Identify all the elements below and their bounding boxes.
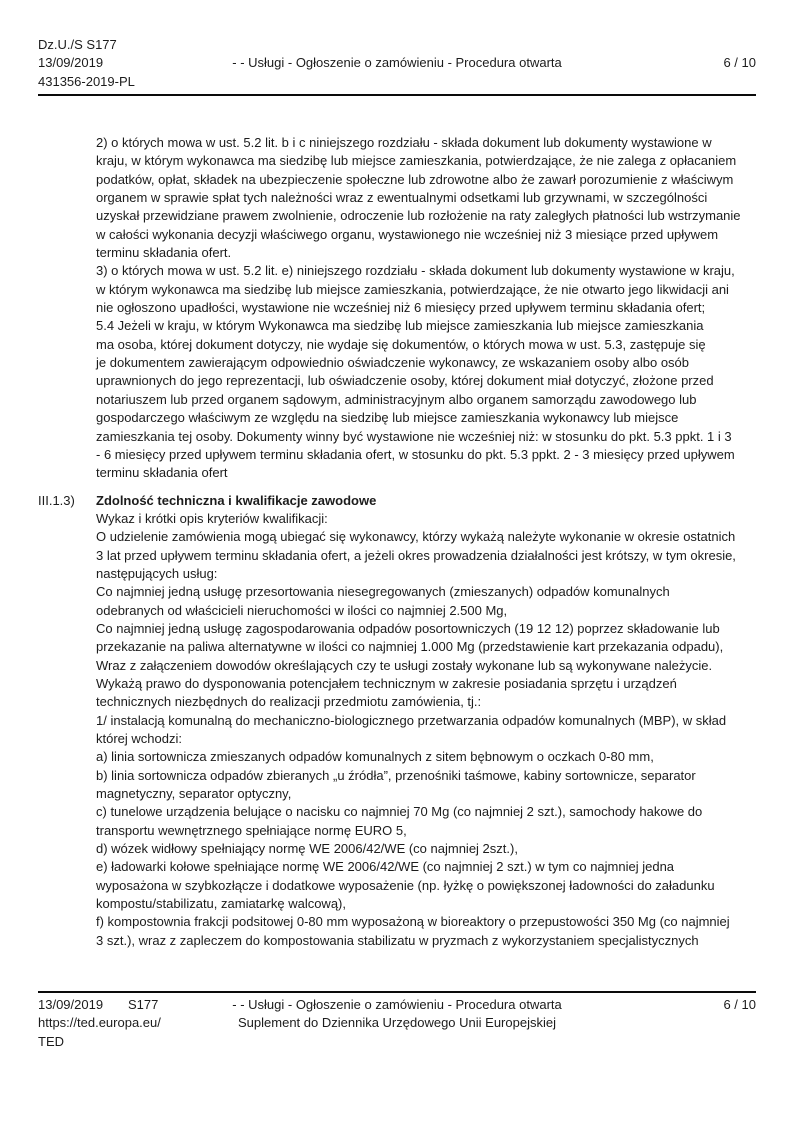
text-line: Wykażą prawo do dysponowania potencjałem technicznym w zakresie posiadania sprzętu i urządzeń bbox=[96, 675, 677, 691]
header-page-number: 6 / 10 bbox=[723, 55, 756, 71]
text-line: której wchodzi: bbox=[96, 731, 182, 746]
text-line: magnetyczny, separator optyczny, bbox=[96, 786, 292, 802]
text-line: 3 lat przed upływem terminu składania ofert, a jeżeli okres prowadzenia działalności jest krótszy, w tym okresie, bbox=[96, 547, 736, 563]
footer-title: - - Usługi - Ogłoszenie o zamówieniu - Procedura otwarta bbox=[232, 997, 562, 1012]
text-line: ma osoba, której dokument dotyczy, nie wydaje się dokumentów, o których mowa w ust. 5.3, zastępuje się bbox=[96, 336, 706, 352]
text-line: Wraz z załączeniem dowodów określających czy te usługi zostały wykonane lub są wykonywane należycie. bbox=[96, 657, 713, 673]
ted-url-link-continuation[interactable]: TED bbox=[38, 1033, 64, 1049]
text-line: je dokumentem zawierającym odpowiednio oświadczenie wykonawcy, ze wskazaniem osoby albo osób bbox=[96, 355, 690, 371]
text-line: terminu składania ofert bbox=[96, 465, 228, 481]
ted-url-link[interactable]: https://ted.europa.eu/ bbox=[38, 1015, 161, 1031]
text-line: organem w sprawie spłat tych należności wraz z ewentualnymi odsetkami lub grzywnami, w szczególności bbox=[96, 190, 708, 206]
continuation-paragraph bbox=[96, 134, 758, 483]
text-line: odebranych od właścicieli nieruchomości w ilości co najmniej 2.500 Mg, bbox=[96, 602, 508, 618]
footer-divider bbox=[38, 991, 756, 993]
text-line: e) ładowarki kołowe spełniające normę WE 2006/42/WE (co najmniej 2 szt.) w tym co najmniej jedna bbox=[96, 859, 675, 875]
text-line: w całości wykonania decyzji właściwego organu, wystawionego nie wcześniej niż 3 miesiące przed upływem bbox=[96, 226, 719, 242]
text-line: kraju, w którym wykonawca ma siedzibę lub miejsce zamieszkania, potwierdzające, że nie zalega z opłacaniem bbox=[96, 153, 737, 169]
section-number: III.1.3) bbox=[38, 492, 75, 508]
text-line: kompostu/stabilizatu, zamiatarkę walcową), bbox=[96, 896, 346, 912]
text-line: d) wózek widłowy spełniający normę WE 2006/42/WE (co najmniej 2szt.), bbox=[96, 841, 518, 857]
section-title: Zdolność techniczna i kwalifikacje zawodowe bbox=[96, 492, 377, 508]
page-footer bbox=[38, 996, 756, 1051]
footer-row-3 bbox=[38, 1033, 756, 1051]
section-III-1-3 bbox=[38, 492, 758, 951]
text-line: 3) o których mowa w ust. 5.2 lit. e) niniejszego rozdziału - składa dokument lub dokumenty wystawione w kraju, bbox=[96, 263, 735, 279]
text-line: technicznych niezbędnych do realizacji przedmiotu zamówienia, tj.: bbox=[96, 694, 482, 710]
footer-row-2 bbox=[38, 1014, 756, 1032]
text-line: f) kompostownia frakcji podsitowej 0-80 mm wyposażoną w bioreaktory o przepustowości 350 Mg (co najmniej bbox=[96, 914, 730, 930]
text-line: podatków, opłat, składek na ubezpieczenie społeczne lub zdrowotne albo że zawarł porozumienie z właściwym bbox=[96, 171, 734, 187]
text-line: gospodarczego właściwym ze względu na siedzibę lub miejsce zamieszkania wykonawcy lub miejsce bbox=[96, 410, 679, 426]
footer-page-number: 6 / 10 bbox=[723, 997, 756, 1012]
text-line: 5.4 Jeżeli w kraju, w którym Wykonawca ma siedzibę lub miejsce zamieszkania lub miejsce zamieszkania bbox=[96, 318, 704, 334]
document-body bbox=[38, 134, 758, 950]
footer-row-1 bbox=[38, 996, 756, 1014]
text-line: następujących usług: bbox=[96, 565, 218, 581]
page-header bbox=[38, 36, 756, 91]
header-divider bbox=[38, 94, 756, 96]
text-line: nie ogłoszono upadłości, wystawione nie wcześniej niż 6 miesięcy przed upływem terminu składania ofert; bbox=[96, 300, 706, 316]
text-line: b) linia sortownicza odpadów zbieranych „u źródła”, przenośniki taśmowe, kabiny sortownicze, separator bbox=[96, 767, 696, 783]
text-line: c) tunelowe urządzenia belujące o nacisku co najmniej 70 Mg (co najmniej 2 szt.), samochody hakowe do bbox=[96, 804, 703, 820]
text-line: uzyskał przewidziane prawem zwolnienie, odroczenie lub rozłożenie na raty zaległych płatności lub wstrzymanie bbox=[96, 208, 741, 224]
text-line: Wykaz i krótki opis kryteriów kwalifikacji: bbox=[96, 510, 328, 526]
text-line: uprawnionych do jego reprezentacji, lub oświadczenie osoby, której dokument miał dotyczyć, złożone przed bbox=[96, 373, 714, 389]
header-row-series bbox=[38, 36, 756, 54]
text-line: Co najmniej jedną usługę przesortowania niesegregowanych (zmieszanych) odpadów komunalnych bbox=[96, 584, 670, 600]
section-text bbox=[96, 510, 758, 950]
footer-date: 13/09/2019 bbox=[38, 997, 104, 1012]
footer-series: S177 bbox=[128, 997, 159, 1012]
header-title: - - Usługi - Ogłoszenie o zamówieniu - Procedura otwarta bbox=[232, 55, 562, 71]
text-line: 1/ instalacją komunalną do mechaniczno-biologicznego przetwarzania odpadów komunalnych (MBP), w skład bbox=[96, 712, 727, 728]
text-line: a) linia sortownicza zmieszanych odpadów komunalnych z sitem bębnowym o oczkach 0-80 mm, bbox=[96, 749, 654, 765]
section-content bbox=[96, 492, 758, 951]
header-row-main bbox=[38, 54, 756, 72]
text-line: przekazanie na paliwa alternatywne w ilości co najmniej 1.000 Mg (przedstawienie kart przekazania odpadu), bbox=[96, 639, 724, 655]
text-line: - 6 miesięcy przed upływem terminu składania ofert, w stosunku do pkt. 5.3 ppkt. 2 - 3 miesięcy przed upływem bbox=[96, 446, 735, 462]
header-row-notice bbox=[38, 73, 756, 91]
text-line: 2) o których mowa w ust. 5.2 lit. b i c niniejszego rozdziału - składa dokument lub dokumenty wystawione w bbox=[96, 135, 712, 150]
text-line: O udzielenie zamówienia mogą ubiegać się wykonawcy, którzy wykażą należyte wykonanie w okresie ostatnich bbox=[96, 529, 736, 545]
text-line: 3 szt.), wraz z zapleczem do kompostowania stabilizatu w pryzmach z wykorzystaniem specjalistycznych bbox=[96, 932, 699, 948]
doc-series: Dz.U./S S177 bbox=[38, 37, 117, 52]
text-line: notariuszem lub przed organem sądowym, administracyjnym albo organem samorządu zawodowego lub bbox=[96, 391, 697, 407]
notice-id: 431356-2019-PL bbox=[38, 73, 135, 89]
header-date: 13/09/2019 bbox=[38, 55, 104, 71]
text-line: wyposażona w szybkozłącze i dodatkowe wyposażenie (np. łyżkę o powiększonej ładowności do załadunku bbox=[96, 877, 715, 893]
text-line: terminu składania ofert. bbox=[96, 245, 232, 261]
footer-subtitle: Suplement do Dziennika Urzędowego Unii Europejskiej bbox=[238, 1015, 556, 1031]
text-line: w którym wykonawca ma siedzibę lub miejsce zamieszkania, potwierdzające, że nie otwarto jego likwidacji ani bbox=[96, 281, 729, 297]
text-line: transportu wewnętrznego spełniające normę EURO 5, bbox=[96, 822, 407, 838]
text-line: zamieszkania tej osoby. Dokumenty winny być wystawione nie wcześniej niż: w stosunku do pkt. 5.3 ppkt. 1 i 3 bbox=[96, 428, 732, 444]
text-line: Co najmniej jedną usługę zagospodarowania odpadów posortowniczych (19 12 12) poprzez składowanie lub bbox=[96, 620, 720, 636]
